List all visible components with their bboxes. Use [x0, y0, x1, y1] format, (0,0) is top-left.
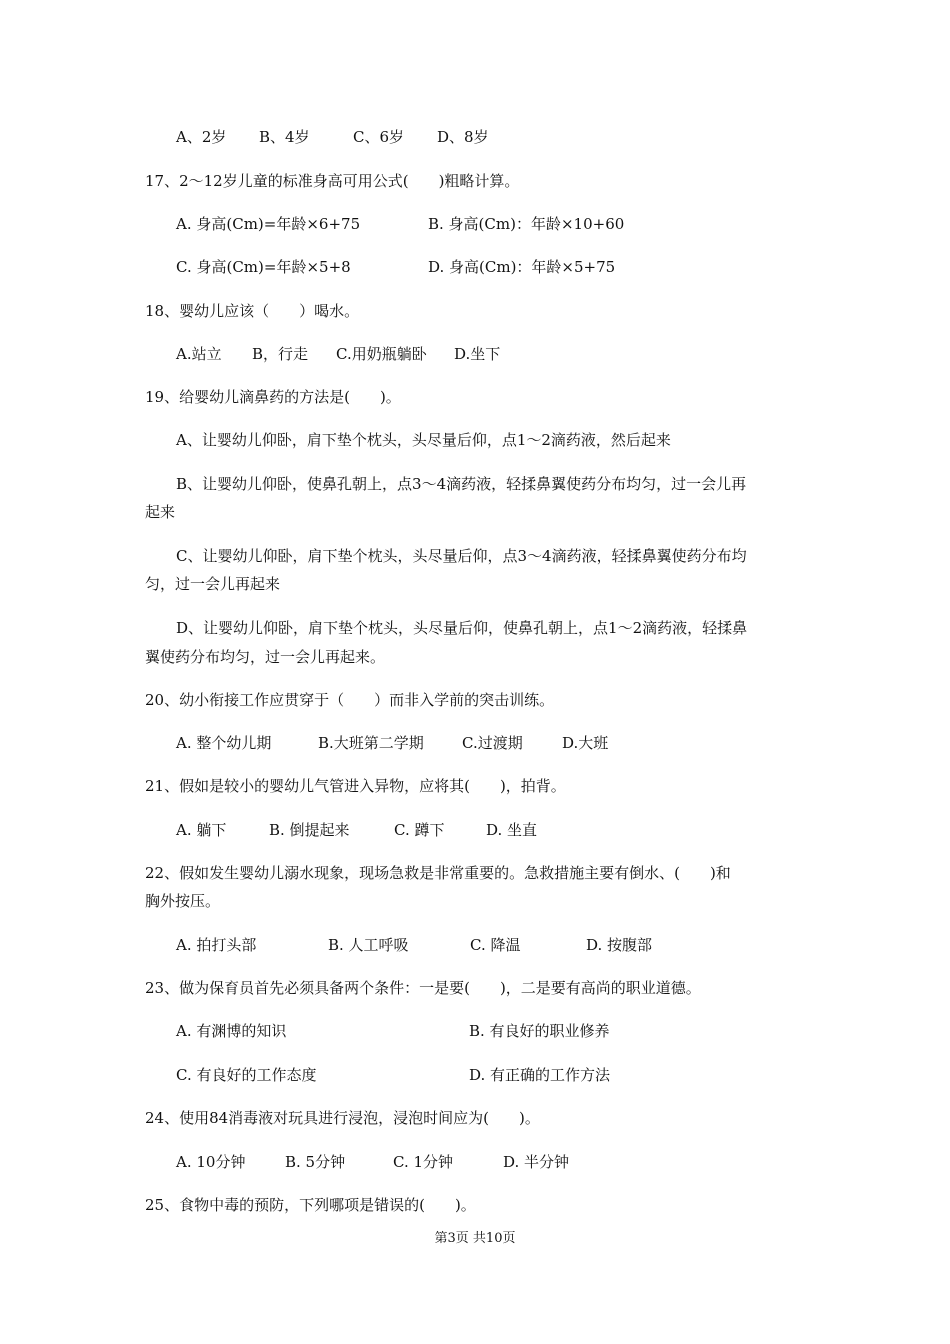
q20-options	[176, 733, 608, 753]
q24-stem: 24、使用84消毒液对玩具进行浸泡，浸泡时间应为( )。	[145, 1109, 540, 1127]
q21-option-c: C. 蹲下	[394, 821, 445, 839]
q19-option-a: A、让婴幼儿仰卧，肩下垫个枕头，头尽量后仰，点1～2滴药液，然后起来	[176, 431, 671, 449]
q23-option-b: B. 有良好的职业修养	[469, 1022, 610, 1040]
q22-stem-line1: 22、假如发生婴幼儿溺水现象，现场急救是非常重要的。急救措施主要有倒水、( )和	[145, 864, 731, 882]
q19-option-b-line2: 起来	[145, 503, 176, 521]
q22-option-a: A. 拍打头部	[176, 936, 257, 954]
q18-option-b: B，行走	[252, 345, 309, 363]
q18-option-d: D.坐下	[454, 345, 501, 363]
q18-option-a: A.站立	[176, 345, 222, 363]
q19-option-d-line1: D、让婴幼儿仰卧，肩下垫个枕头，头尽量后仰，使鼻孔朝上，点1～2滴药液，轻揉鼻	[176, 619, 748, 637]
q24-options	[176, 1152, 569, 1172]
q19-option-c-line2: 匀，过一会儿再起来	[145, 575, 281, 593]
page-footer: 第3页 共10页	[434, 1231, 516, 1246]
q22-options	[176, 935, 652, 955]
q17-option-c: C. 身高(Cm)=年龄×5+8	[176, 258, 351, 276]
q17-options-row1	[176, 214, 624, 234]
q23-stem: 23、做为保育员首先必须具备两个条件：一是要( )，二是要有高尚的职业道德。	[145, 979, 701, 997]
q21-option-d: D. 坐直	[486, 821, 538, 839]
q17-option-d: D. 身高(Cm)：年龄×5+75	[428, 258, 616, 276]
q21-stem: 21、假如是较小的婴幼儿气管进入异物，应将其( )，拍背。	[145, 777, 566, 795]
q24-option-a: A. 10分钟	[176, 1153, 246, 1171]
q22-stem-line2: 胸外按压。	[145, 892, 221, 910]
q16-option-b: B、4岁	[259, 128, 310, 146]
q24-option-b: B. 5分钟	[285, 1153, 346, 1171]
q21-options	[176, 820, 537, 840]
q23-options-row2	[176, 1065, 610, 1085]
q21-option-b: B. 倒提起来	[269, 821, 350, 839]
q24-option-d: D. 半分钟	[503, 1153, 570, 1171]
q23-option-a: A. 有渊博的知识	[176, 1022, 287, 1040]
q18-option-c: C.用奶瓶躺卧	[336, 345, 427, 363]
q16-option-c: C、6岁	[353, 128, 405, 146]
q24-option-c: C. 1分钟	[393, 1153, 454, 1171]
q18-stem: 18、婴幼儿应该（ ）喝水。	[145, 302, 360, 320]
q23-options-row1	[176, 1021, 610, 1041]
q19-option-c-line1: C、让婴幼儿仰卧，肩下垫个枕头，头尽量后仰，点3～4滴药液，轻揉鼻翼使药分布均	[176, 547, 747, 565]
q22-option-c: C. 降温	[470, 936, 521, 954]
q19-option-b-line1: B、让婴幼儿仰卧，使鼻孔朝上，点3～4滴药液，轻揉鼻翼使药分布均匀，过一会儿再	[176, 475, 747, 493]
q17-stem: 17、2～12岁儿童的标准身高可用公式( )粗略计算。	[145, 172, 520, 190]
q25-stem: 25、食物中毒的预防，下列哪项是错误的( )。	[145, 1196, 476, 1214]
q17-option-b: B. 身高(Cm)：年龄×10+60	[428, 215, 625, 233]
q16-options	[176, 127, 489, 147]
q20-option-a: A. 整个幼儿期	[176, 734, 272, 752]
q23-option-c: C. 有良好的工作态度	[176, 1066, 317, 1084]
q21-option-a: A. 躺下	[176, 821, 227, 839]
q23-option-d: D. 有正确的工作方法	[469, 1066, 611, 1084]
q22-option-d: D. 按腹部	[586, 936, 653, 954]
q20-option-b: B.大班第二学期	[318, 734, 424, 752]
q18-options	[176, 344, 500, 364]
q22-option-b: B. 人工呼吸	[328, 936, 409, 954]
q19-option-d-line2: 翼使药分布均匀，过一会儿再起来。	[145, 648, 386, 666]
q16-option-a: A、2岁	[176, 128, 227, 146]
q17-option-a: A. 身高(Cm)=年龄×6+75	[176, 215, 361, 233]
q20-option-d: D.大班	[562, 734, 609, 752]
q16-option-d: D、8岁	[437, 128, 489, 146]
q20-stem: 20、幼小衔接工作应贯穿于（ ）而非入学前的突击训练。	[145, 691, 555, 709]
q20-option-c: C.过渡期	[462, 734, 523, 752]
q17-options-row2	[176, 257, 615, 277]
q19-stem: 19、给婴幼儿滴鼻药的方法是( )。	[145, 388, 401, 406]
